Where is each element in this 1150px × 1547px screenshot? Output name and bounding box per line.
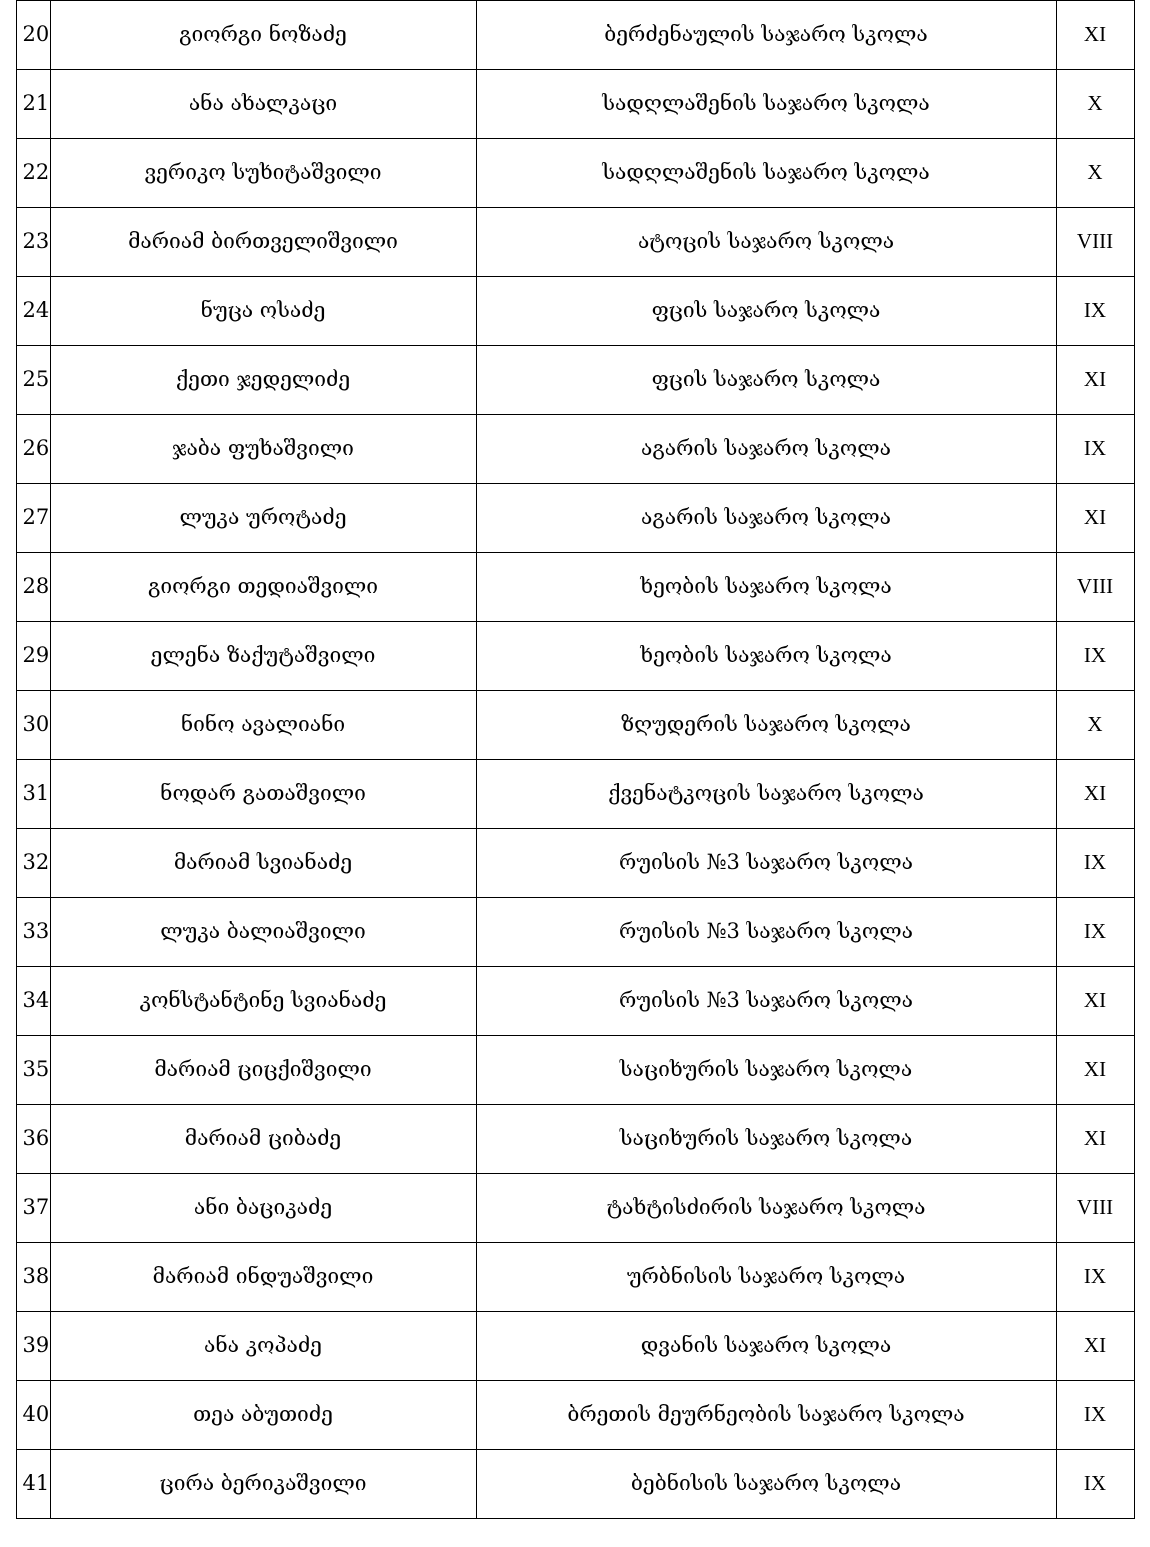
row-number: 24 — [16, 277, 50, 346]
student-name: ჯაბა ფუხაშვილი — [50, 415, 476, 484]
table-row — [16, 70, 1134, 139]
table-row — [16, 1450, 1134, 1519]
school-name: რუისის №3 საჯარო სკოლა — [476, 898, 1056, 967]
row-number: 36 — [16, 1105, 50, 1174]
row-number: 39 — [16, 1312, 50, 1381]
row-number: 31 — [16, 760, 50, 829]
student-name: ნინო ავალიანი — [50, 691, 476, 760]
student-name: მარიამ ინდუაშვილი — [50, 1243, 476, 1312]
school-name: ქვენატკოცის საჯარო სკოლა — [476, 760, 1056, 829]
school-name: დვანის საჯარო სკოლა — [476, 1312, 1056, 1381]
grade-level: X — [1056, 139, 1134, 208]
row-number: 26 — [16, 415, 50, 484]
student-name: ანი ბაციკაძე — [50, 1174, 476, 1243]
grade-level: X — [1056, 70, 1134, 139]
school-name: რუისის №3 საჯარო სკოლა — [476, 967, 1056, 1036]
row-number: 28 — [16, 553, 50, 622]
school-name: ფცის საჯარო სკოლა — [476, 346, 1056, 415]
row-number: 30 — [16, 691, 50, 760]
grade-level: IX — [1056, 1243, 1134, 1312]
row-number: 33 — [16, 898, 50, 967]
student-name: მარიამ ციცქიშვილი — [50, 1036, 476, 1105]
student-name: ნუცა ოსაძე — [50, 277, 476, 346]
row-number: 34 — [16, 967, 50, 1036]
school-name: ბრეთის მეურნეობის საჯარო სკოლა — [476, 1381, 1056, 1450]
grade-level: IX — [1056, 829, 1134, 898]
school-name: ფცის საჯარო სკოლა — [476, 277, 1056, 346]
school-name: სადღლაშენის საჯარო სკოლა — [476, 70, 1056, 139]
student-name: მარიამ ბირთველიშვილი — [50, 208, 476, 277]
school-name: ატოცის საჯარო სკოლა — [476, 208, 1056, 277]
student-name: მარიამ სვიანაძე — [50, 829, 476, 898]
row-number: 35 — [16, 1036, 50, 1105]
table-row — [16, 760, 1134, 829]
row-number: 41 — [16, 1450, 50, 1519]
school-name: აგარის საჯარო სკოლა — [476, 415, 1056, 484]
row-number: 40 — [16, 1381, 50, 1450]
grade-level: IX — [1056, 415, 1134, 484]
row-number: 20 — [16, 1, 50, 70]
grade-level: IX — [1056, 1450, 1134, 1519]
grade-level: XI — [1056, 1, 1134, 70]
row-number: 25 — [16, 346, 50, 415]
student-roster-table — [16, 0, 1135, 1519]
student-name: თეა აბუთიძე — [50, 1381, 476, 1450]
grade-level: XI — [1056, 967, 1134, 1036]
school-name: ბებნისის საჯარო სკოლა — [476, 1450, 1056, 1519]
table-row — [16, 139, 1134, 208]
school-name: ზღუდერის საჯარო სკოლა — [476, 691, 1056, 760]
grade-level: XI — [1056, 346, 1134, 415]
student-name: ანა კოპაძე — [50, 1312, 476, 1381]
row-number: 37 — [16, 1174, 50, 1243]
student-name: ანა ახალკაცი — [50, 70, 476, 139]
grade-level: IX — [1056, 277, 1134, 346]
school-name: ურბნისის საჯარო სკოლა — [476, 1243, 1056, 1312]
row-number: 21 — [16, 70, 50, 139]
student-name: მარიამ ციბაძე — [50, 1105, 476, 1174]
table-row — [16, 415, 1134, 484]
grade-level: IX — [1056, 1381, 1134, 1450]
table-row — [16, 1174, 1134, 1243]
student-name: ვერიკო სუხიტაშვილი — [50, 139, 476, 208]
table-row — [16, 484, 1134, 553]
grade-level: IX — [1056, 622, 1134, 691]
school-name: ტახტისძირის საჯარო სკოლა — [476, 1174, 1056, 1243]
grade-level: XI — [1056, 1036, 1134, 1105]
student-name: კონსტანტინე სვიანაძე — [50, 967, 476, 1036]
row-number: 22 — [16, 139, 50, 208]
table-row — [16, 1381, 1134, 1450]
table-row — [16, 829, 1134, 898]
table-row — [16, 277, 1134, 346]
table-row — [16, 898, 1134, 967]
student-name: ელენა ზაქუტაშვილი — [50, 622, 476, 691]
student-name: ცირა ბერიკაშვილი — [50, 1450, 476, 1519]
table-row — [16, 553, 1134, 622]
student-name: ლუკა უროტაძე — [50, 484, 476, 553]
school-name: ხეობის საჯარო სკოლა — [476, 553, 1056, 622]
student-name: ნოდარ გათაშვილი — [50, 760, 476, 829]
school-name: ბერძენაულის საჯარო სკოლა — [476, 1, 1056, 70]
student-name: ლუკა ბალიაშვილი — [50, 898, 476, 967]
table-row — [16, 967, 1134, 1036]
grade-level: IX — [1056, 898, 1134, 967]
grade-level: XI — [1056, 1312, 1134, 1381]
school-name: სადღლაშენის საჯარო სკოლა — [476, 139, 1056, 208]
row-number: 23 — [16, 208, 50, 277]
school-name: აგარის საჯარო სკოლა — [476, 484, 1056, 553]
row-number: 38 — [16, 1243, 50, 1312]
grade-level: XI — [1056, 760, 1134, 829]
table-row — [16, 1036, 1134, 1105]
table-row — [16, 1105, 1134, 1174]
grade-level: XI — [1056, 484, 1134, 553]
grade-level: X — [1056, 691, 1134, 760]
student-name: ქეთი ჯედელიძე — [50, 346, 476, 415]
school-name: ხეობის საჯარო სკოლა — [476, 622, 1056, 691]
grade-level: XI — [1056, 1105, 1134, 1174]
school-name: რუისის №3 საჯარო სკოლა — [476, 829, 1056, 898]
table-row — [16, 346, 1134, 415]
table-row — [16, 1312, 1134, 1381]
table-row — [16, 208, 1134, 277]
table-row — [16, 1243, 1134, 1312]
table-body — [16, 1, 1134, 1519]
row-number: 29 — [16, 622, 50, 691]
table-row — [16, 622, 1134, 691]
student-name: გიორგი თედიაშვილი — [50, 553, 476, 622]
table-row — [16, 1, 1134, 70]
row-number: 32 — [16, 829, 50, 898]
page-bottom-margin — [0, 1519, 1150, 1547]
school-name: საციხურის საჯარო სკოლა — [476, 1036, 1056, 1105]
grade-level: VIII — [1056, 1174, 1134, 1243]
grade-level: VIII — [1056, 208, 1134, 277]
row-number: 27 — [16, 484, 50, 553]
table-row — [16, 691, 1134, 760]
student-name: გიორგი ნოზაძე — [50, 1, 476, 70]
school-name: საციხურის საჯარო სკოლა — [476, 1105, 1056, 1174]
grade-level: VIII — [1056, 553, 1134, 622]
